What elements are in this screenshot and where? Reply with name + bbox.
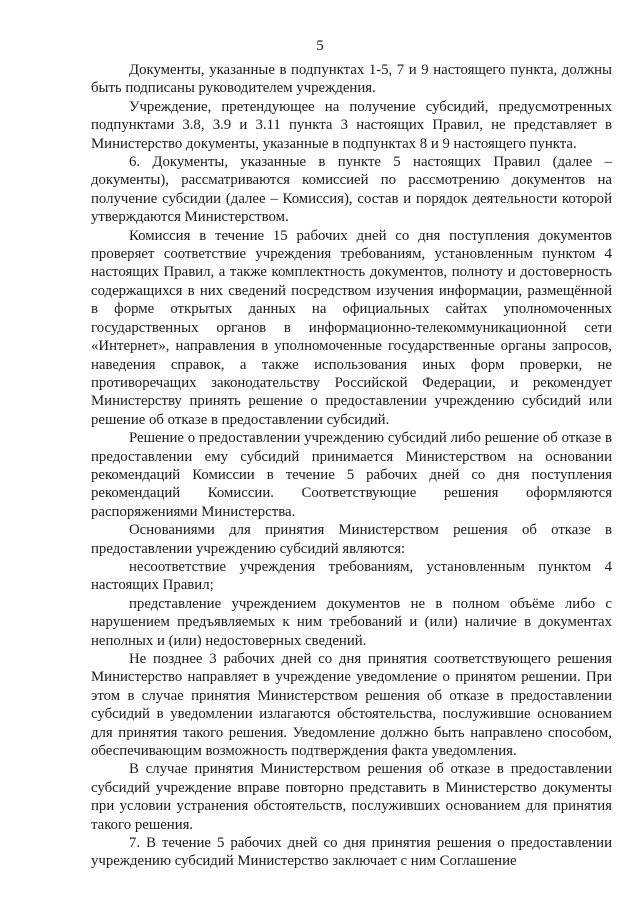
paragraph-notification: Не позднее 3 рабочих дней со дня принятия соответствующего решения Министерство направляет в учреждение уведомление о принятом решении. При этом в случае принятия Министерством решения об отказе в предоставлении субсидий в уведомлении излагаются обстоятельства, послужившие основанием для принятия такого решения. Уведомление должно быть направлено способом, обеспечивающим возможность подтверждения факта уведомления. <box>91 651 612 760</box>
paragraph-refusal-grounds: Основаниями для принятия Министерством решения об отказе в предоставлении учреждению субсидий являются: <box>91 522 612 557</box>
paragraph-item-7-agreement: 7. В течение 5 рабочих дней со дня принятия решения о предоставлении учреждению субсидий Министерство заключает с ним Соглашение <box>91 835 612 870</box>
paragraph-item-6-commission: 6. Документы, указанные в пункте 5 настоящих Правил (далее – документы), рассматриваются комиссией по рассмотрению документов на получение субсидии (далее – Комиссия), состав и порядок деятельности которой утверждаются Министерством. <box>91 154 612 226</box>
paragraph-signature-requirement: Документы, указанные в подпунктах 1-5, 7 и 9 настоящего пункта, должны быть подписаны руководителем учреждения. <box>91 62 612 97</box>
paragraph-ground-incomplete-documents: представление учреждением документов не в полном объёме либо с нарушением предъявляемых к ним требований и (или) наличие в документах неполных и (или) недостоверных сведений. <box>91 595 612 649</box>
document-body <box>91 61 612 871</box>
paragraph-resubmission: В случае принятия Министерством решения об отказе в предоставлении субсидий учреждение вправе повторно представить в Министерство документы при условии устранения обстоятельств, послуживших основанием для принятия такого решения. <box>91 761 612 833</box>
paragraph-ground-noncompliance: несоответствие учреждения требованиям, установленным пунктом 4 настоящих Правил; <box>91 558 612 594</box>
paragraph-document-exemption: Учреждение, претендующее на получение субсидий, предусмотренных подпунктами 3.8, 3.9 и 3.11 пункта 3 настоящих Правил, не представляет в Министерство документы, указанные в подпунктах 8 и 9 настоящего пункта. <box>91 98 612 152</box>
paragraph-decision: Решение о предоставлении учреждению субсидий либо решение об отказе в предоставлении ему субсидий принимается Министерством на основании рекомендаций Комиссии в течение 5 рабочих дней со дня поступления рекомендаций Комиссии. Соответствующие решения оформляются распоряжениями Министерства. <box>91 430 612 520</box>
page-number: 5 <box>316 38 324 54</box>
paragraph-commission-review: Комиссия в течение 15 рабочих дней со дня поступления документов проверяет соответствие учреждения требованиям, установленным пунктом 4 настоящих Правил, а также комплектность документов, полноту и достоверность содержащихся в них сведений посредством изучения информации, размещённой в форме открытых данных на официальных сайтах уполномоченных государственных органов в информационно-телекоммуникационной сети «Интернет», направления в уполномоченные государственные органы запросов, наведения справок, а также использования иных форм проверки, не противоречащих законодательству Российской Федерации, и рекомендует Министерству принять решение о предоставлении учреждению субсидий или решение об отказе в предоставлении субсидий. <box>91 227 612 428</box>
